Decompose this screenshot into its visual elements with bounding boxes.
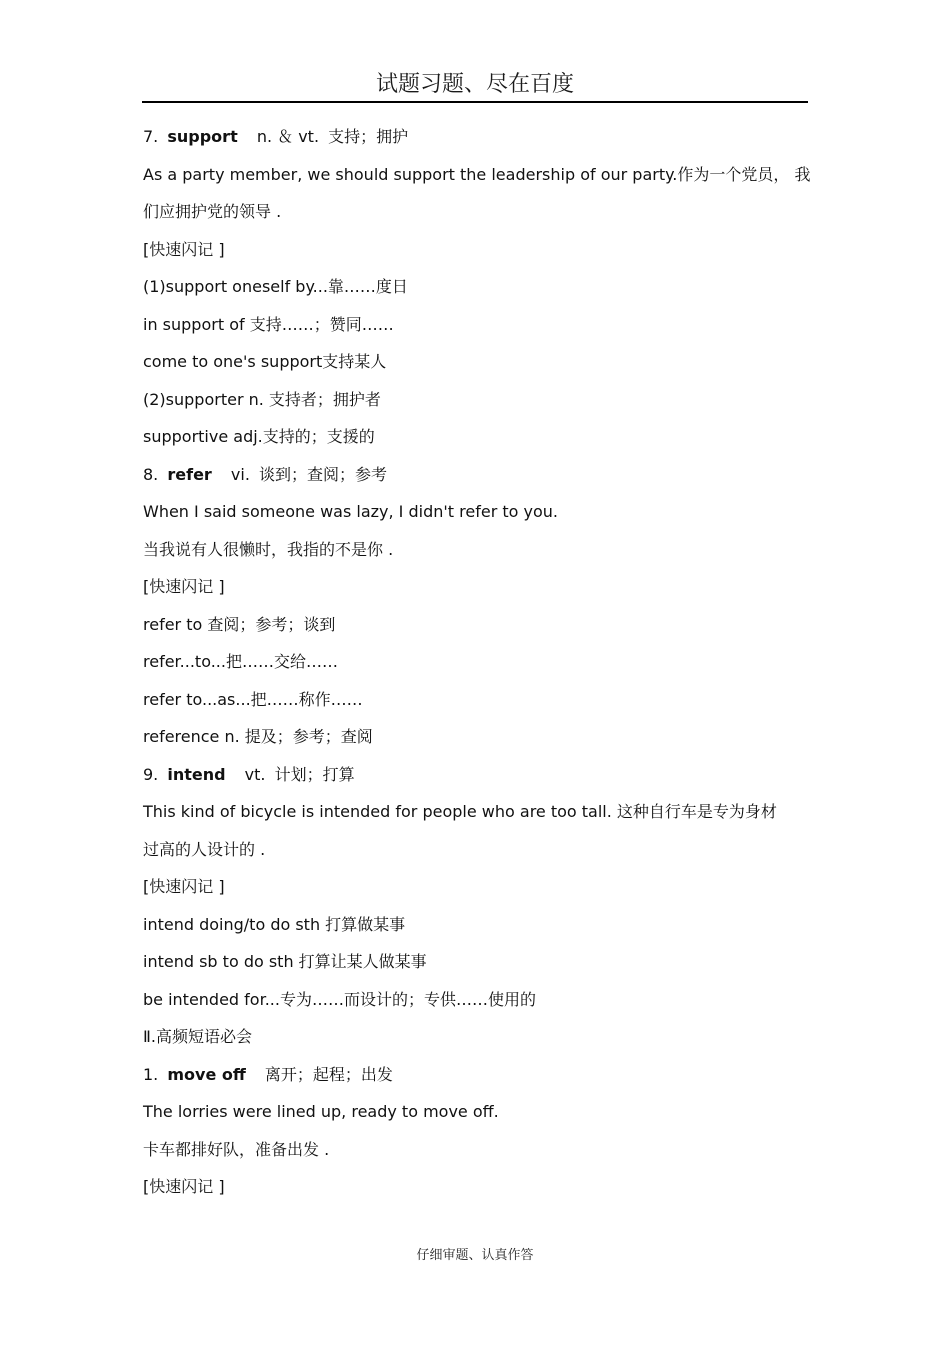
example-sentence: As a party member, we should support the leadership of our party.作为一个党员， 我 (143, 164, 811, 184)
example-sentence-en: The lorries were lined up, ready to move off. (143, 1102, 499, 1121)
entry-word: intend (167, 764, 226, 784)
entry-word: refer (167, 464, 212, 484)
entry-number: 7. (143, 127, 159, 146)
example-sentence-continued: 过高的人设计的 . (143, 839, 266, 859)
memo-item: be intended for...专为……而设计的；专供……使用的 (143, 989, 536, 1009)
example-sentence: This kind of bicycle is intended for people who are too tall. 这种自行车是专为身材 (143, 802, 777, 821)
entry-heading-intend (143, 756, 813, 794)
entry-meaning: 支持；拥护 (328, 127, 409, 146)
phrase-text: move off (167, 1064, 246, 1084)
entry-meaning: 谈到；查阅；参考 (259, 464, 388, 484)
page-header-title: 试题习题、尽在百度 (375, 72, 574, 97)
entry-number: 8. (143, 464, 159, 484)
example-sentence-continued: 们应拥护党的领导 . (143, 202, 282, 221)
memo-item: come to one's support支持某人 (143, 352, 387, 371)
memo-label: [快速闪记 ] (143, 877, 225, 896)
memo-item: in support of 支持……；赞同…… (143, 314, 394, 334)
memo-item: intend doing/to do sth 打算做某事 (143, 914, 406, 934)
memo-item: refer to 查阅；参考；谈到 (143, 614, 336, 634)
entry-heading-support (143, 118, 813, 156)
memo-label: [快速闪记 ] (143, 239, 225, 259)
memo-item: refer...to...把……交给…… (143, 652, 338, 671)
section-heading: Ⅱ.高频短语必会 (143, 1027, 252, 1046)
document-body (143, 118, 813, 1206)
example-sentence-zh: 卡车都排好队，准备出发 . (143, 1139, 330, 1159)
memo-item: supportive adj.支持的；支援的 (143, 427, 375, 446)
memo-item: (2)supporter n. 支持者；拥护者 (143, 389, 381, 409)
phrase-heading-move-off (143, 1056, 813, 1094)
entry-heading-refer (143, 456, 813, 494)
phrase-meaning: 离开；起程；出发 (264, 1064, 393, 1084)
entry-number: 9. (143, 764, 159, 784)
header-divider (142, 101, 808, 103)
entry-meaning: 计划；打算 (274, 764, 355, 784)
memo-item: refer to...as...把……称作…… (143, 689, 363, 709)
memo-label: [快速闪记 ] (143, 1177, 225, 1196)
memo-label: [快速闪记 ] (143, 577, 225, 596)
memo-item: reference n. 提及；参考；查阅 (143, 727, 373, 746)
entry-pos: n. ＆ vt. (256, 127, 320, 146)
phrase-number: 1. (143, 1064, 159, 1084)
page-footer-text: 仔细审题、认真作答 (416, 1248, 534, 1263)
entry-pos: vt. (244, 764, 266, 784)
example-sentence-zh: 当我说有人很懒时，我指的不是你 . (143, 539, 394, 559)
memo-item: (1)support oneself by...靠……度日 (143, 277, 408, 296)
example-sentence-en: When I said someone was lazy, I didn't refer to you. (143, 502, 558, 521)
memo-item: intend sb to do sth 打算让某人做某事 (143, 952, 427, 971)
entry-pos: vi. (230, 464, 250, 484)
entry-word: support (167, 127, 238, 146)
